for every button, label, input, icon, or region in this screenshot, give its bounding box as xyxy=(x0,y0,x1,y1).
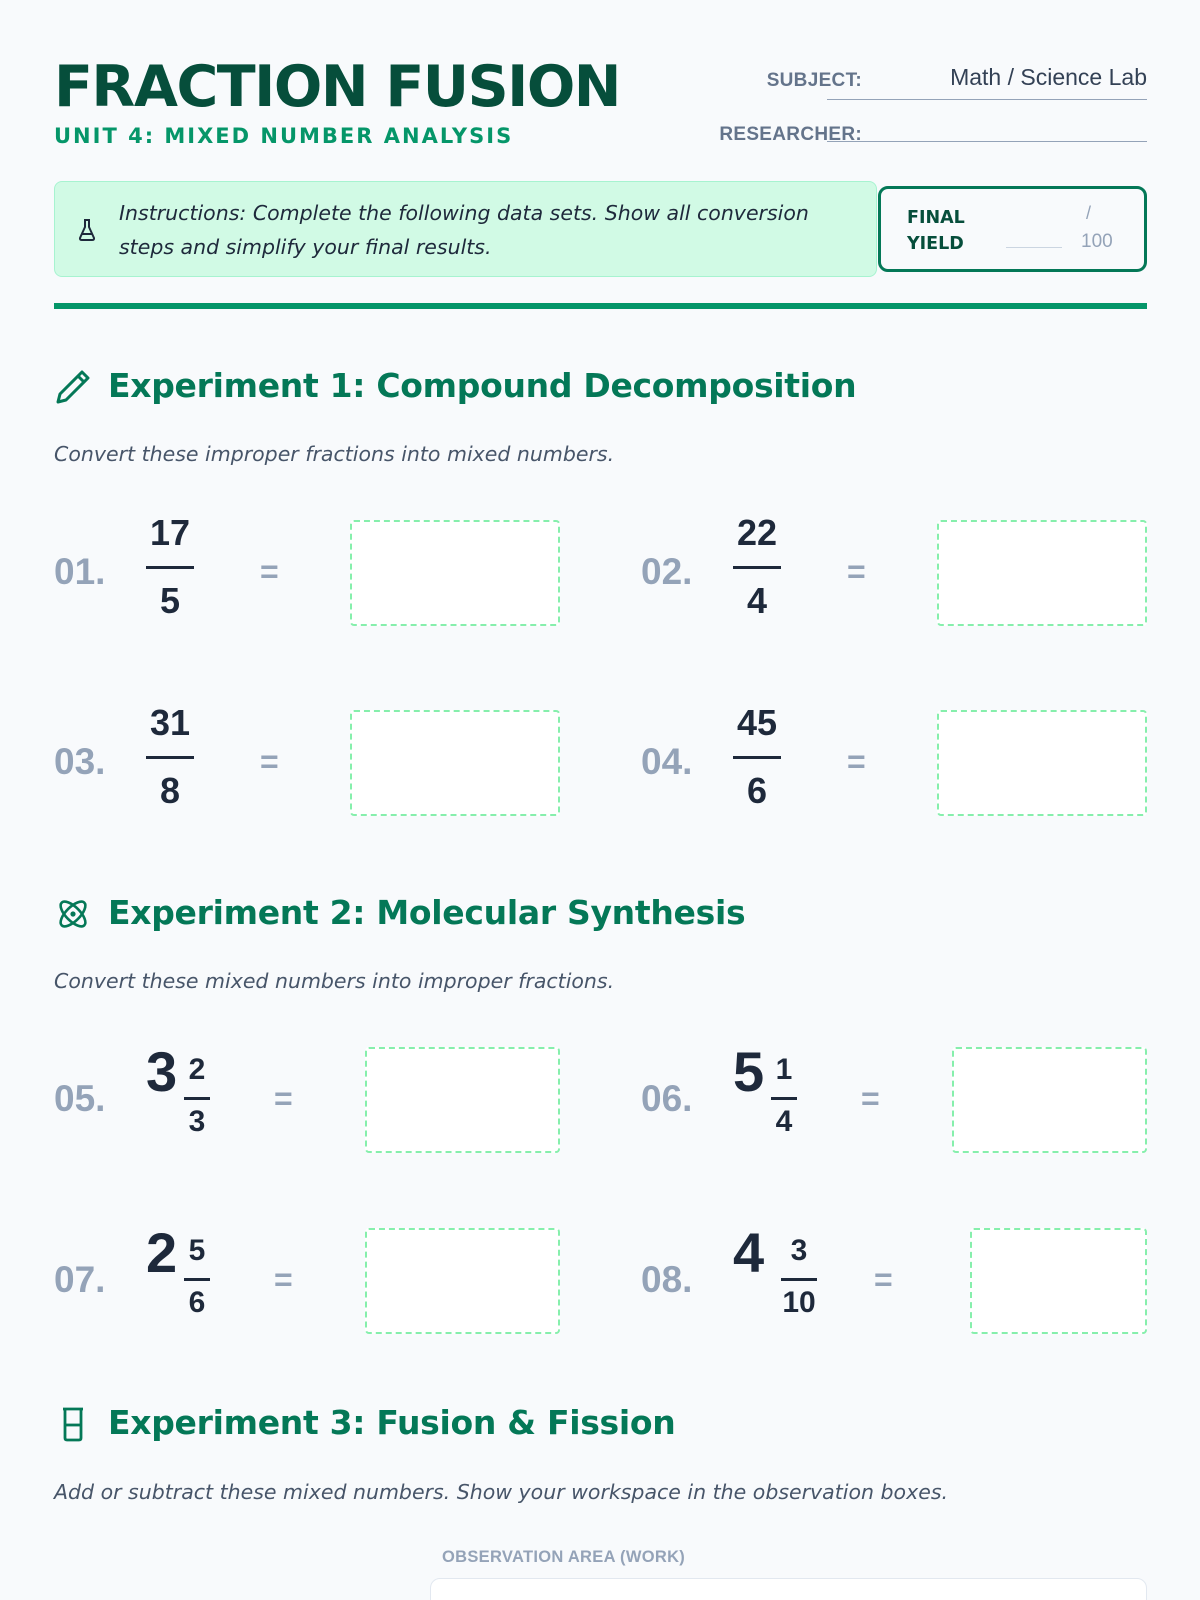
problem-04: 04. 45 6 = xyxy=(641,702,1147,822)
pencil-icon xyxy=(54,368,92,406)
atom-icon xyxy=(54,895,92,933)
mixed-whole: 5 xyxy=(733,1040,765,1103)
mixed-whole: 3 xyxy=(146,1040,178,1103)
experiment-2-title: Experiment 2: Molecular Synthesis xyxy=(108,893,746,932)
answer-box[interactable] xyxy=(365,1047,560,1153)
problem-03: 03. 31 8 = xyxy=(54,702,560,822)
equals-sign: = xyxy=(847,553,866,590)
mixed-whole: 2 xyxy=(146,1221,178,1284)
problem-number: 06. xyxy=(641,1078,693,1119)
problem-06: 06. 5 1 4 = xyxy=(641,1039,1147,1159)
equals-sign: = xyxy=(874,1261,893,1298)
flask-icon xyxy=(77,218,97,242)
observation-area-label: OBSERVATION AREA (WORK) xyxy=(442,1548,686,1566)
researcher-label: RESEARCHER: xyxy=(719,124,862,145)
experiment-2-description: Convert these mixed numbers into improper fractions. xyxy=(54,969,615,993)
problem-02: 02. 22 4 = xyxy=(641,512,1147,632)
final-yield-total: 100 xyxy=(1081,231,1113,252)
answer-box[interactable] xyxy=(350,520,560,626)
page-subtitle: UNIT 4: MIXED NUMBER ANALYSIS xyxy=(54,124,514,148)
page-title: FRACTION FUSION xyxy=(54,54,621,120)
instructions-banner xyxy=(54,181,877,277)
problem-05: 05. 3 2 3 = xyxy=(54,1039,560,1159)
problem-number: 01. xyxy=(54,551,106,592)
final-yield-label: FINAL YIELD xyxy=(907,208,965,254)
problem-number: 07. xyxy=(54,1259,106,1300)
equals-sign: = xyxy=(274,1261,293,1298)
equals-sign: = xyxy=(260,553,279,590)
problem-number: 04. xyxy=(641,741,693,782)
equals-sign: = xyxy=(861,1080,880,1117)
instructions-text: Instructions: Complete the following data sets. Show all conversion steps and simplify your final results. xyxy=(119,201,809,259)
problem-number: 02. xyxy=(641,551,693,592)
equals-sign: = xyxy=(260,743,279,780)
final-yield-slash: / xyxy=(1086,203,1092,223)
answer-box[interactable] xyxy=(937,710,1147,816)
problem-08: 08. 4 3 10 = xyxy=(641,1220,1147,1340)
experiment-3-description: Add or subtract these mixed numbers. Show your workspace in the observation boxes. xyxy=(54,1480,949,1504)
problem-number: 05. xyxy=(54,1078,106,1119)
experiment-3-title: Experiment 3: Fusion & Fission xyxy=(108,1403,676,1442)
subject-field[interactable]: Math / Science Lab xyxy=(827,64,1147,100)
problem-01: 01. 17 5 = xyxy=(54,512,560,632)
beaker-icon xyxy=(54,1405,92,1443)
answer-box[interactable] xyxy=(350,710,560,816)
equals-sign: = xyxy=(847,743,866,780)
problem-number: 08. xyxy=(641,1259,693,1300)
answer-box[interactable] xyxy=(365,1228,560,1334)
experiment-1-title: Experiment 1: Compound Decomposition xyxy=(108,366,857,405)
answer-box[interactable] xyxy=(952,1047,1147,1153)
experiment-1-description: Convert these improper fractions into mixed numbers. xyxy=(54,442,615,466)
answer-box[interactable] xyxy=(970,1228,1147,1334)
mixed-whole: 4 xyxy=(733,1221,765,1284)
worksheet-page xyxy=(54,0,1147,1600)
final-yield-score-field[interactable] xyxy=(1006,247,1062,248)
equals-sign: = xyxy=(274,1080,293,1117)
subject-label: SUBJECT: xyxy=(766,70,862,91)
researcher-field[interactable] xyxy=(827,112,1147,142)
problem-number: 03. xyxy=(54,741,106,782)
answer-box[interactable] xyxy=(937,520,1147,626)
final-yield-box xyxy=(878,186,1147,272)
observation-area[interactable] xyxy=(430,1578,1147,1600)
problem-07: 07. 2 5 6 = xyxy=(54,1220,560,1340)
header-divider xyxy=(54,303,1147,309)
